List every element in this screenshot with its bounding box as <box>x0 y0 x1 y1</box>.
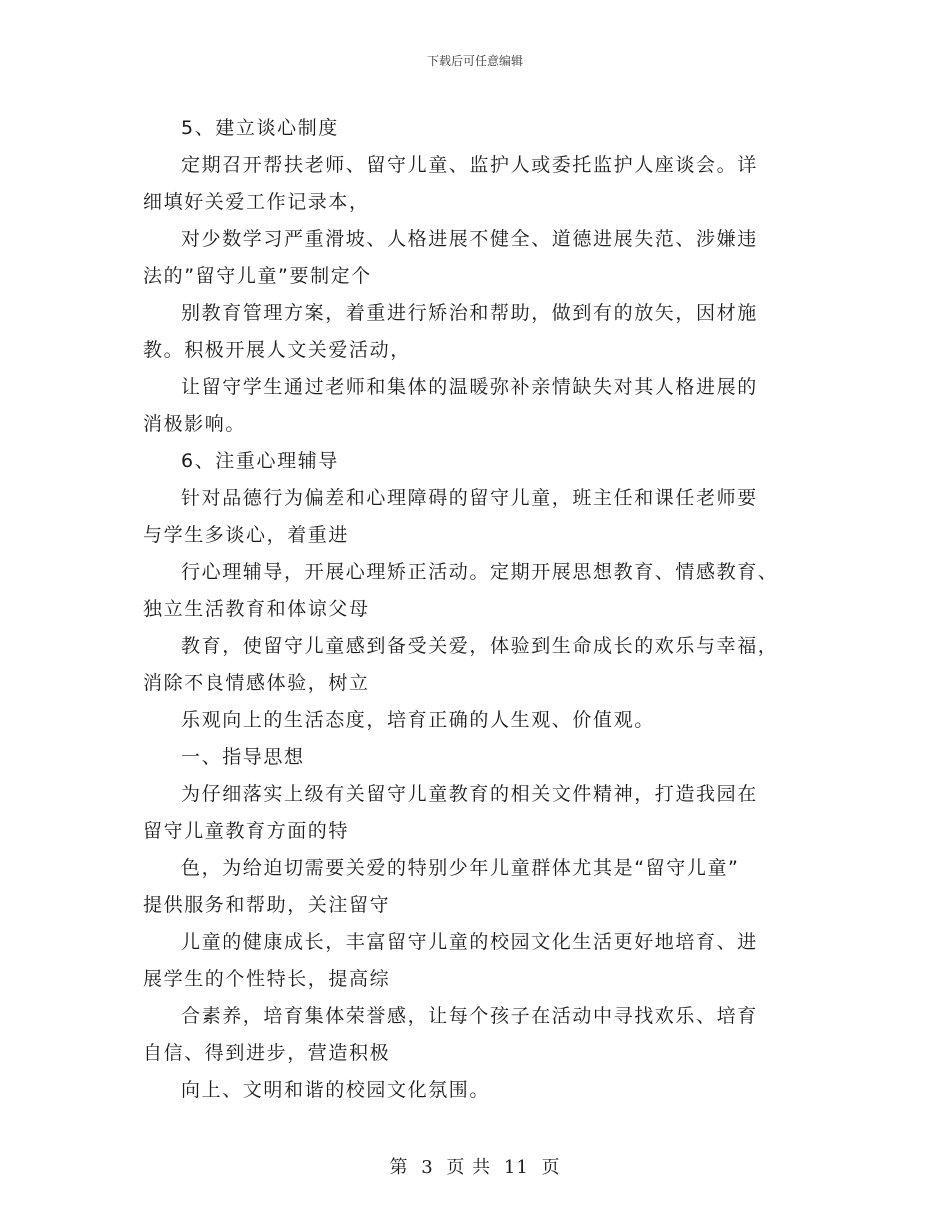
paragraph-line: 合素养，培育集体荣誉感，让每个孩子在活动中寻找欢乐、培育 <box>181 1005 758 1027</box>
paragraph-line: 别教育管理方案，着重进行矫治和帮助，做到有的放矢，因材施 <box>181 302 758 324</box>
paragraph-line: 为仔细落实上级有关留守儿童教育的相关文件精神，打造我园在 <box>181 783 758 805</box>
continuation-line: 展学生的个性特长，提高综 <box>143 968 391 990</box>
paragraph-line: 乐观向上的生活态度，培育正确的人生观、价值观。 <box>181 709 655 731</box>
continuation-line: 消除不良情感体验，树立 <box>143 672 370 694</box>
continuation-line: 消极影响。 <box>143 413 247 435</box>
footer-total-pages: 11 <box>503 1157 529 1178</box>
paragraph-line: 让留守学生通过老师和集体的温暖弥补亲情缺失对其人格进展的 <box>181 376 758 398</box>
paragraph-line: 教育，使留守儿童感到备受关爱，体验到生命成长的欢乐与幸福， <box>181 635 779 657</box>
paragraph-line: 儿童的健康成长，丰富留守儿童的校园文化生活更好地培育、进 <box>181 931 758 953</box>
continuation-line: 教。积极开展人文关爱活动， <box>143 339 411 361</box>
footer-prefix: 第 <box>389 1157 409 1178</box>
paragraph-line: 色，为给迫切需要关爱的特别少年儿童群体尤其是“留守儿童” <box>181 857 740 879</box>
paragraph-line: 5、建立谈心制度 <box>181 117 339 139</box>
paragraph-line: 一、指导思想 <box>181 746 305 768</box>
footer-suffix: 页 <box>541 1157 561 1178</box>
footer-middle: 页 共 <box>446 1157 492 1178</box>
paragraph-line: 行心理辅导，开展心理矫正活动。定期开展思想教育、情感教育、 <box>181 561 779 583</box>
continuation-line: 法的”留守儿童”要制定个 <box>143 265 372 287</box>
paragraph-line: 向上、文明和谐的校园文化氛围。 <box>181 1079 491 1101</box>
page-header: 下载后可任意编辑 <box>426 54 523 68</box>
continuation-line: 留守儿童教育方面的特 <box>143 820 350 842</box>
page-footer <box>0 1153 950 1179</box>
paragraph-line: 针对品德行为偏差和心理障碍的留守儿童，班主任和课任老师要 <box>181 487 758 509</box>
continuation-line: 与学生多谈心，着重进 <box>143 524 350 546</box>
continuation-line: 提供服务和帮助，关注留守 <box>143 894 391 916</box>
continuation-line: 自信、得到进步，营造积极 <box>143 1042 391 1064</box>
paragraph-line: 对少数学习严重滑坡、人格进展不健全、道德进展失范、涉嫌违 <box>181 228 758 250</box>
paragraph-line: 6、注重心理辅导 <box>181 450 339 472</box>
continuation-line: 细填好关爱工作记录本， <box>143 191 370 213</box>
document-body <box>143 110 813 1109</box>
continuation-line: 独立生活教育和体谅父母 <box>143 598 370 620</box>
paragraph-line: 定期召开帮扶老师、留守儿童、监护人或委托监护人座谈会。详 <box>181 154 758 176</box>
footer-page-number: 3 <box>421 1157 434 1178</box>
